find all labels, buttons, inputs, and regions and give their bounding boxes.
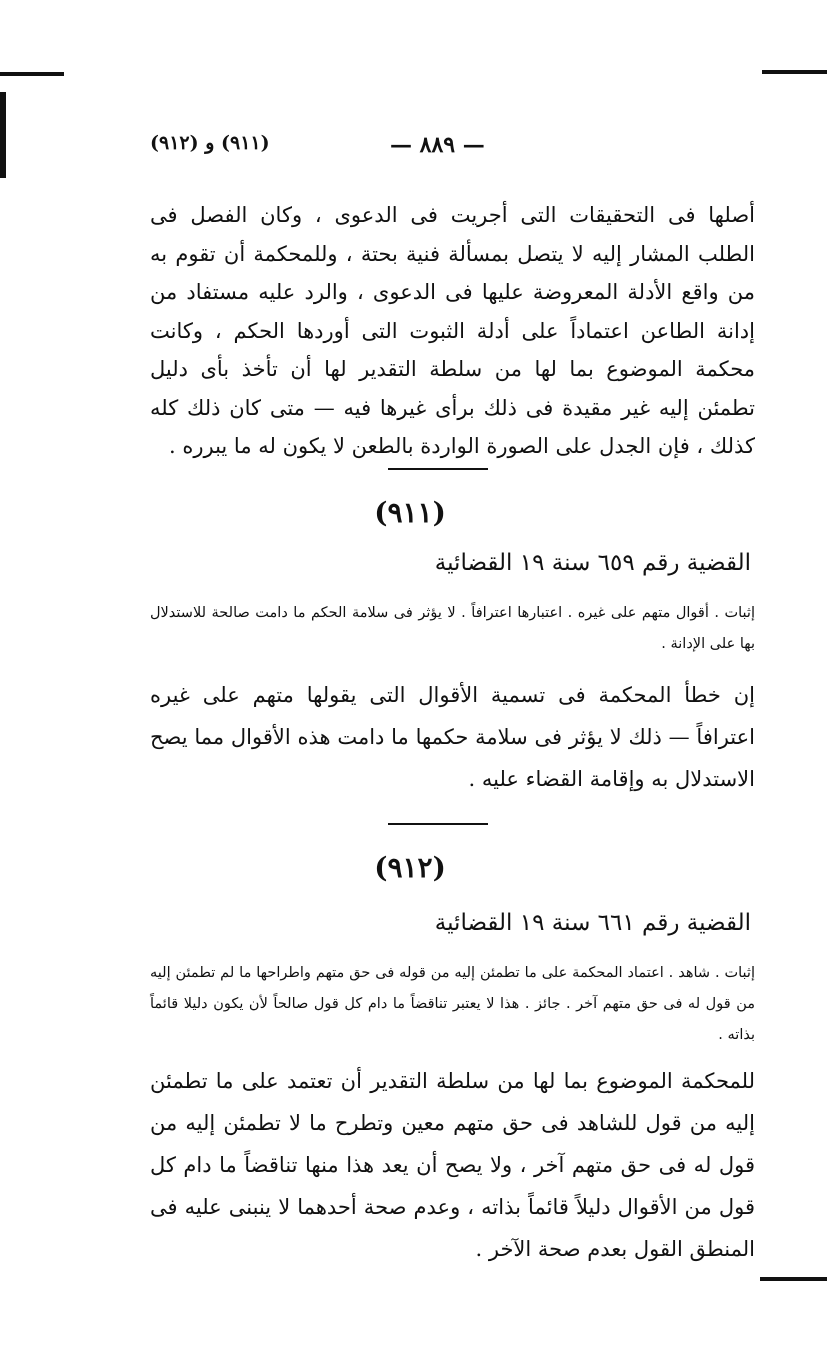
case-number-911: (٩١١) bbox=[374, 496, 446, 529]
page-header bbox=[140, 128, 700, 164]
scan-edge-mark-top-left bbox=[0, 72, 64, 76]
page-number: — ٨٨٩ — bbox=[390, 132, 485, 158]
section-divider-912 bbox=[388, 823, 488, 825]
scan-edge-bar-left bbox=[0, 92, 6, 178]
header-case-reference: (٩١١) و (٩١٢) bbox=[150, 132, 270, 154]
case-body-912: للمحكمة الموضوع بما لها من سلطة التقدير أن تعتمد على ما تطمئن إليه من قول للشاهد فى حق متهم معين وتطرح ما لا تطمئن إليه من قول له فى حق متهم آخر ، ولا يصح أن يعد هذا منها تناقضاً ما دام كل قول من الأقوال دليلاً قائماً بذاته ، وعدم صحة أحدهما لا ينبنى عليه فى المنطق القول بعدم صحة الآخر . bbox=[150, 1069, 755, 1261]
section-divider-911 bbox=[388, 468, 488, 470]
intro-paragraph: أصلها فى التحقيقات التى أجريت فى الدعوى ، وكان الفصل فى الطلب المشار إليه لا يتصل بمسألة فنية بحتة ، وللمحكمة أن تقوم به من واقع الأدلة المعروضة عليها فى الدعوى ، والرد عليه مستفاد من إدانة الطاعن اعتماداً على أدلة الثبوت التى أوردها الحكم ، وكانت محكمة الموضوع بما لها من سلطة التقدير لها أن تأخذ بأى دليل تطمئن إليه غير مقيدة فى ذلك برأى غيرها فيه — متى كان ذلك كله كذلك ، فإن الجدل على الصورة الواردة بالطعن لا يكون له ما يبرره . bbox=[150, 203, 755, 458]
case-body-911: إن خطأ المحكمة فى تسمية الأقوال التى يقولها متهم على غيره اعترافاً — ذلك لا يؤثر فى سلامة حكمها ما دامت هذه الأقوال مما يصح الاستدلال به وإقامة القضاء عليه . bbox=[150, 683, 755, 791]
case-title-911: القضية رقم ٦٥٩ سنة ١٩ القضائية bbox=[434, 550, 751, 576]
scan-edge-mark-bottom-right bbox=[760, 1277, 827, 1281]
scan-edge-mark-top-right bbox=[762, 70, 827, 74]
case-number-912: (٩١٢) bbox=[374, 851, 446, 884]
case-summary-912: إثبات . شاهد . اعتماد المحكمة على ما تطمئن إليه من قوله فى حق متهم واطراحها ما لم تطمئن إليه من قول له فى حق متهم آخر . جائز . هذا لا يعتبر تناقضاً ما دام كل قول صالحاً لأن يكون دليلا قائماً بذاته . bbox=[150, 965, 755, 1043]
case-summary-911: إثبات . أقوال متهم على غيره . اعتبارها اعترافاً . لا يؤثر فى سلامة الحكم ما دامت صالحة للاستدلال بها على الإدانة . bbox=[150, 605, 755, 652]
case-title-912: القضية رقم ٦٦١ سنة ١٩ القضائية bbox=[434, 910, 751, 936]
